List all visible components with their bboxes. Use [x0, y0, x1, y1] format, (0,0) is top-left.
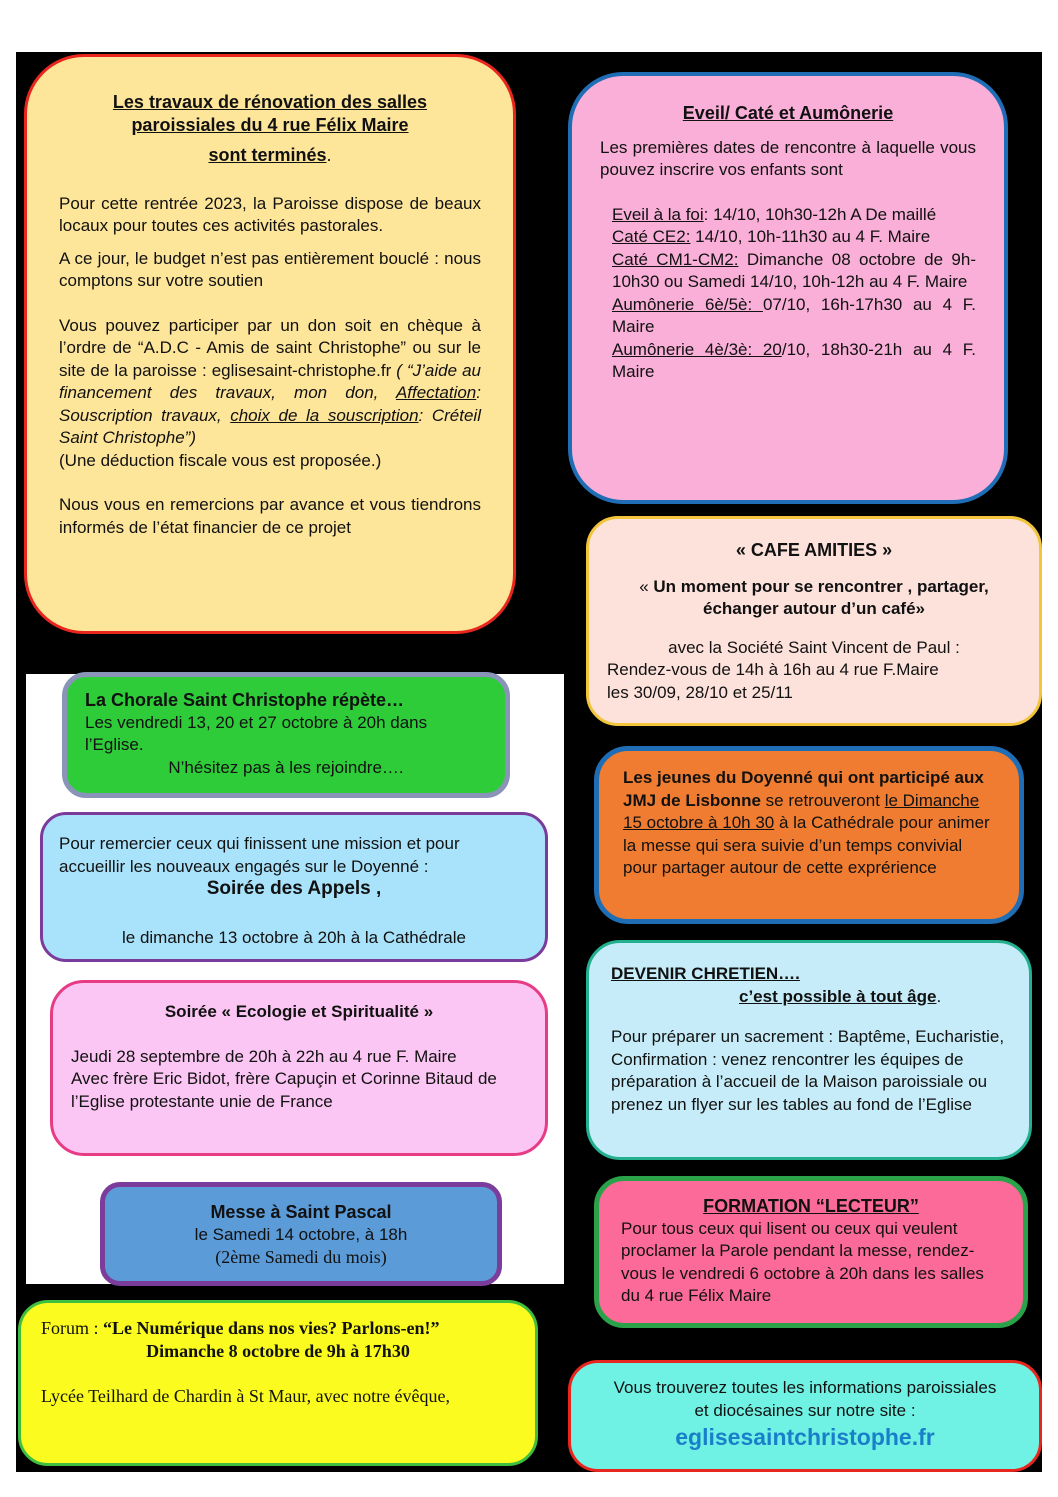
travaux-p3-italic1: ( “J’aide au financement des travaux, mon don, [59, 360, 481, 402]
cafe-title: « CAFE AMITIES » [735, 540, 893, 560]
jeunes-text [623, 767, 995, 880]
eveil-intro: Les premières dates de rencontre à laquelle vous pouvez inscrire vos enfants sont [600, 137, 976, 179]
forum-place: Lycée Teilhard de Chardin à St Maur, avec notre évêque, [41, 1386, 451, 1406]
chretien-title2-text: c’est possible à tout âge [739, 986, 937, 1006]
lecteur-title: FORMATION “LECTEUR” [703, 1196, 919, 1216]
eveil-item-6e5e [612, 294, 976, 339]
travaux-title-dot: . [326, 145, 332, 165]
travaux-paragraph-4: (Une déduction fiscale vous est proposée.) [59, 450, 382, 470]
eveil-item-label: Aumônerie 4è/3è: 20 [612, 339, 782, 359]
travaux-title-line2: paroissiales du 4 rue Félix Maire [131, 114, 409, 135]
chorale-box [62, 672, 510, 798]
travaux-title-line1: Les travaux de rénovation des salles [112, 92, 428, 112]
messe-line2: (2ème Samedi du mois) [215, 1247, 387, 1267]
ecologie-line2: Avec frère Eric Bidot, frère Capuçin et Corinne Bitaud de l’Eglise protestante unie de France [71, 1069, 497, 1111]
ecologie-title: Soirée « Ecologie et Spiritualité » [164, 1002, 434, 1021]
forum-box [18, 1300, 538, 1466]
cafe-box [586, 516, 1042, 726]
travaux-p3-choix: choix de la souscription [230, 405, 419, 425]
cafe-subtitle-text: Un moment pour se rencontrer , partager, échanger autour d’un café [653, 576, 989, 618]
eveil-item-text: 14/10, 10h-11h30 au 4 F. Maire [690, 227, 931, 246]
eveil-item-cm [612, 249, 976, 294]
eveil-list [600, 204, 976, 384]
messe-title: Messe à Saint Pascal [210, 1202, 392, 1222]
eveil-item-text: /10, 18h30-21h au 4 F. Maire [612, 339, 976, 381]
travaux-paragraph-3 [59, 315, 481, 450]
site-line2: et diocésaines sur notre site : [694, 1400, 916, 1420]
ecologie-line1: Jeudi 28 septembre de 20h à 22h au 4 rue F. Maire [71, 1046, 457, 1066]
messe-box [100, 1182, 502, 1286]
chretien-text: Pour préparer un sacrement : Baptême, Eucharistie, Confirmation : venez rencontrer les équipes de préparation à l’accueil de la Maison paroissiale ou prenez un flyer sur les tables au fond de l’Eglise [611, 1027, 1005, 1114]
messe-line1: le Samedi 14 octobre, à 18h [194, 1224, 408, 1244]
forum-date: Dimanche 8 octobre de 9h à 17h30 [146, 1341, 410, 1361]
appels-title: Soirée des Appels , [206, 878, 382, 899]
eveil-item-ce2 [612, 226, 976, 249]
travaux-paragraph-1: Pour cette rentrée 2023, la Paroisse dispose de beaux locaux pour toutes ces activités pastorales. [59, 193, 481, 235]
travaux-box [24, 54, 516, 634]
jeunes-text2: à la Cathédrale pour animer la messe qui sera suivie d’un temps convivial pour partager autour de cette exprérience [623, 813, 990, 877]
lecteur-box [594, 1176, 1028, 1328]
eveil-item-text: : 14/10, 10h30-12h A De maillé [703, 204, 937, 224]
cafe-quote-close: » [915, 599, 925, 618]
lecteur-text: Pour tous ceux qui lisent ou ceux qui veulent proclamer la Parole pendant la messe, rendez-vous le vendredi 6 octobre à 20h dans les salles du 4 rue Félix Maire [621, 1218, 984, 1305]
eveil-item-text: Dimanche 08 octobre de 9h-10h30 ou Samedi 14/10, 10h-12h au 4 F. Maire [612, 249, 976, 291]
forum-title-line [41, 1317, 515, 1340]
eveil-title: Eveil/ Caté et Aumônerie [682, 103, 894, 123]
eveil-item-text: 07/10, 16h-17h30 au 4 F. Maire [612, 294, 977, 336]
forum-prefix: Forum : [41, 1318, 104, 1338]
travaux-paragraph-2: A ce jour, le budget n’est pas entièrement bouclé : nous comptons sur votre soutien [59, 248, 481, 290]
jeunes-date: le Dimanche 15 octobre à 10h 30 [623, 790, 980, 832]
travaux-p3-italic2: : Souscription travaux, [59, 383, 481, 425]
jeunes-text1: se retrouveront [760, 790, 885, 810]
cafe-quote-open: « [639, 576, 654, 596]
travaux-paragraph-5: Nous vous en remercions par avance et vous tiendrons informés de l’état financier de ce projet [59, 495, 481, 537]
chretien-title2-dot: . [936, 986, 942, 1006]
appels-date: le dimanche 13 octobre à 20h à la Cathédrale [121, 927, 466, 947]
forum-title: “Le Numérique dans nos vies? Parlons-en!” [103, 1318, 440, 1338]
appels-text: Pour remercier ceux qui finissent une mission et pour accueillir les nouveaux engagés sur le Doyenné : [59, 834, 460, 876]
eveil-item-label: Caté CM1-CM2: [612, 249, 739, 269]
jeunes-box [594, 746, 1024, 924]
chorale-invite: N’hésitez pas à les rejoindre…. [168, 757, 404, 777]
eveil-item-label: Eveil à la foi [612, 204, 704, 224]
site-line1: Vous trouverez toutes les informations paroissiales [613, 1378, 997, 1397]
chretien-title2 [611, 986, 1007, 1009]
ecologie-box [50, 980, 548, 1156]
chorale-text: Les vendredi 13, 20 et 27 octobre à 20h dans l’Eglise. [85, 712, 428, 754]
cafe-line2: Rendez-vous de 14h à 16h au 4 rue F.Maire [607, 660, 939, 679]
eveil-item-label: Aumônerie 6è/5è: [612, 294, 763, 314]
cafe-line3: les 30/09, 28/10 et 25/11 [607, 682, 793, 702]
travaux-p3-text: Vous pouvez participer par un don soit en chèque à l’ordre de “A.D.C - Amis de saint Christophe” ou sur le site de la paroisse : eglisesaint-christophe.fr [59, 315, 481, 380]
travaux-p3-affectation: Affectation [395, 383, 477, 402]
jeunes-bold: Les jeunes du Doyenné qui ont participé aux JMJ de Lisbonne [623, 768, 984, 810]
eveil-item-label: Caté CE2: [612, 227, 691, 246]
chorale-title: La Chorale Saint Christophe répète… [85, 690, 405, 710]
eveil-box [568, 72, 1008, 504]
site-link[interactable]: eglisesaintchristophe.fr [675, 1424, 935, 1450]
eveil-item-eveil [612, 204, 976, 227]
cafe-subtitle [607, 576, 1021, 621]
eveil-item-4e3e [612, 339, 976, 384]
travaux-title-line3 [59, 144, 481, 167]
appels-box [40, 812, 548, 962]
travaux-p3-italic3: : Créteil Saint Christophe”) [59, 405, 481, 447]
chretien-box [586, 940, 1032, 1160]
travaux-title-termine: sont terminés [208, 145, 327, 165]
cafe-line1: avec la Société Saint Vincent de Paul : [668, 637, 960, 657]
site-box [568, 1360, 1042, 1472]
chretien-title1: DEVENIR CHRETIEN…. [611, 964, 800, 983]
